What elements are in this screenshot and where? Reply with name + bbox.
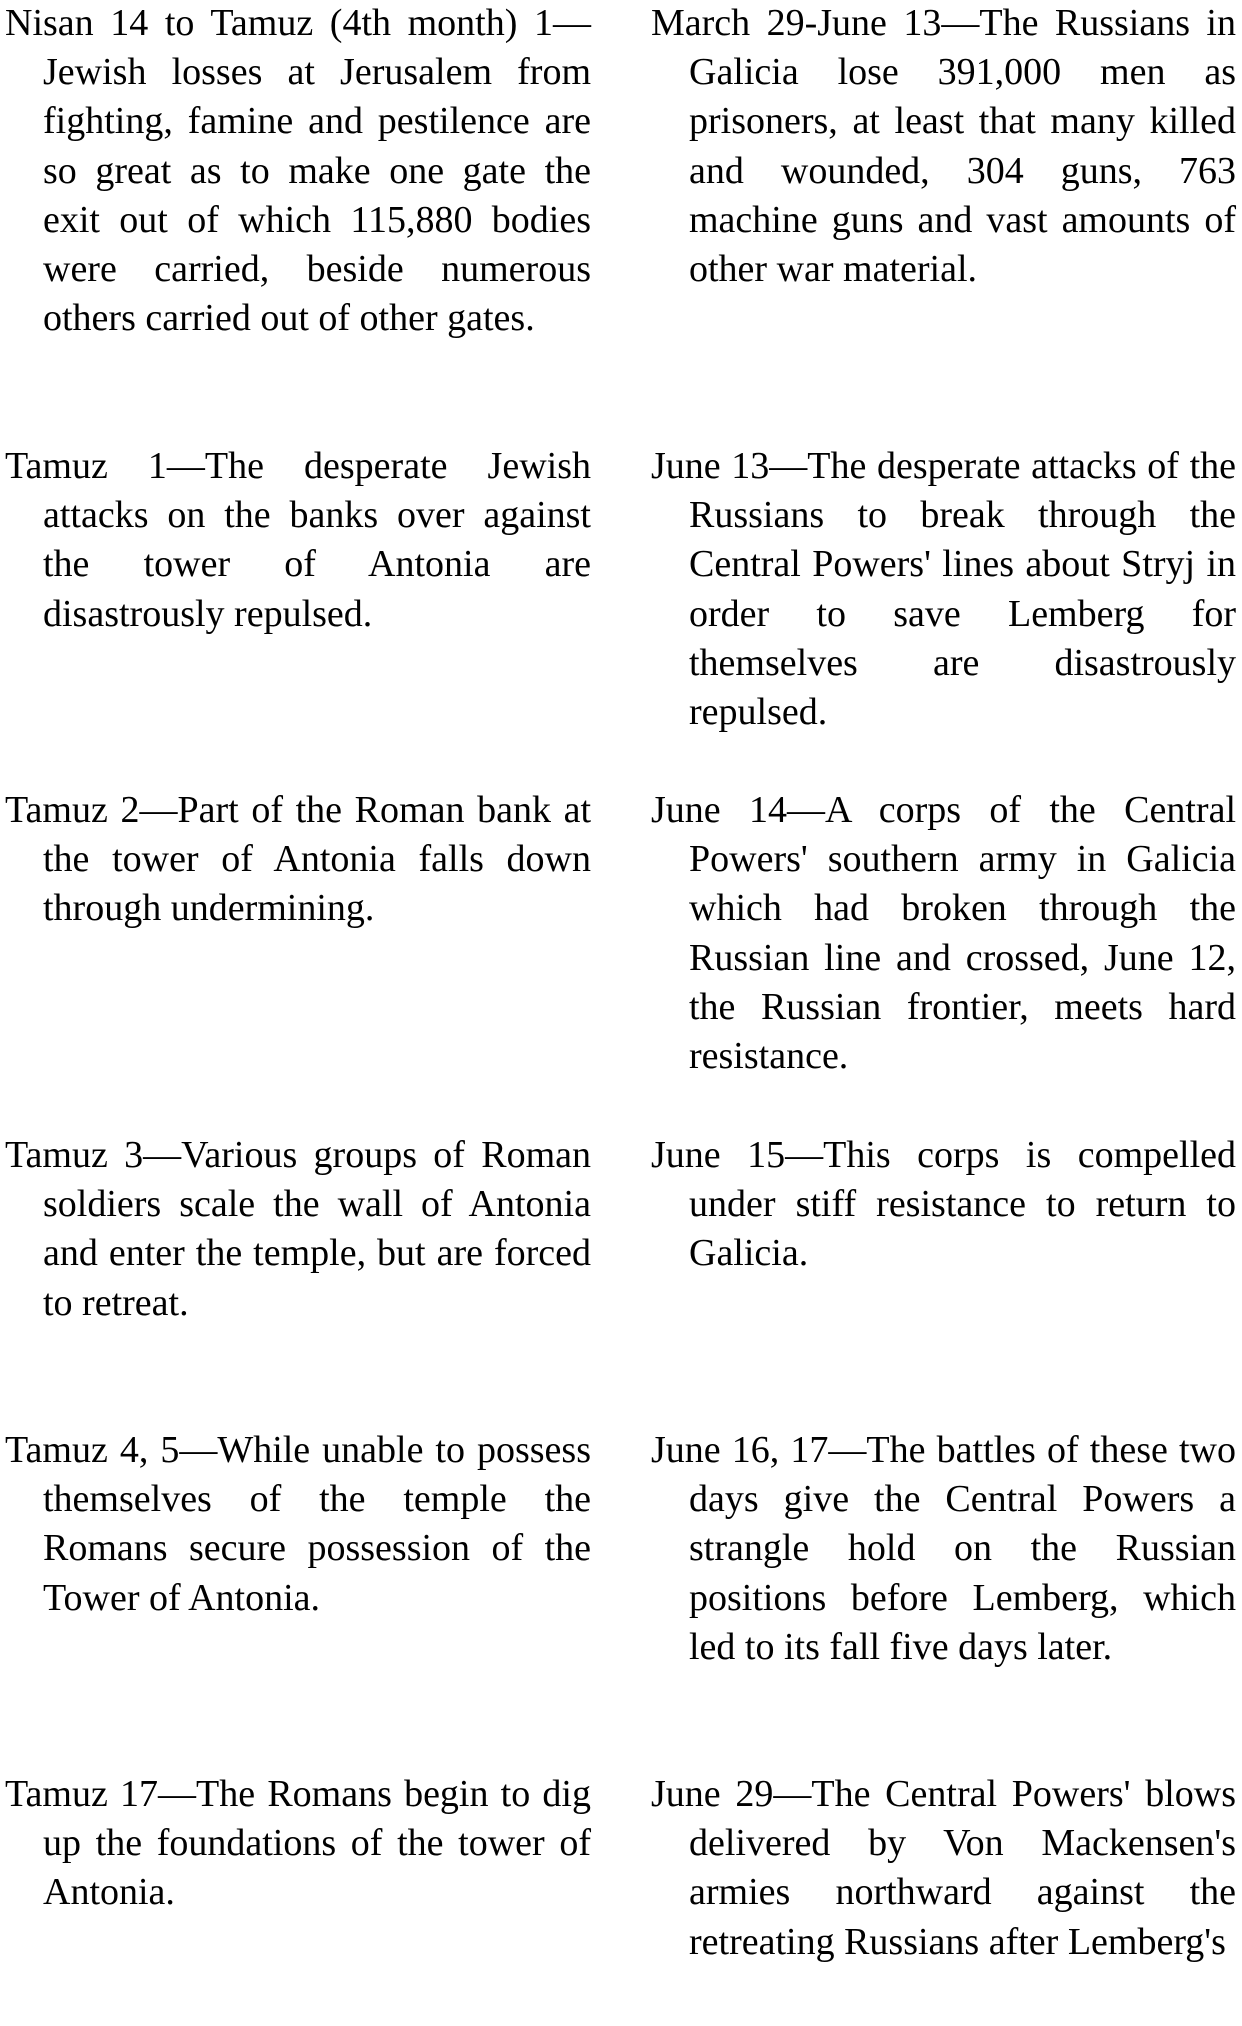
chronology-entry: March 29-June 13—The Russians in Galicia lose 391,000 men as prisoners, at least that many killed and wounded, 304 guns, 763 machine guns and vast amounts of other war material. xyxy=(651,2,1236,291)
chronology-entry: Tamuz 1—The desperate Jewish attacks on the banks over against the tower of Antonia are disastrously repulsed. xyxy=(5,445,591,635)
chronology-entry: June 15—This corps is compelled under stiff resistance to return to Galicia. xyxy=(651,1134,1236,1275)
chronology-entry: Tamuz 17—The Romans begin to dig up the foundations of the tower of Antonia. xyxy=(5,1773,591,1914)
chronology-entry: Nisan 14 to Tamuz (4th month) 1—Jewish losses at Jerusalem from fighting, famine and pestilence are so great as to make one gate the exit out of which 115,880 bodies were carried, beside numerous others carried out of other gates. xyxy=(5,2,591,340)
chronology-entry: June 29—The Central Powers' blows delivered by Von Mackensen's armies northward against the retreating Russians after Lemberg's xyxy=(651,1773,1236,1963)
chronology-entry: June 13—The desperate attacks of the Russians to break through the Central Powers' lines about Stryj in order to save Lemberg for themselves are disastrously repulsed. xyxy=(651,445,1236,734)
chronology-entry: Tamuz 4, 5—While unable to possess themselves of the temple the Romans secure possession of the Tower of Antonia. xyxy=(5,1429,591,1619)
chronology-entry: Tamuz 2—Part of the Roman bank at the tower of Antonia falls down through undermining. xyxy=(5,789,591,930)
chronology-entry: Tamuz 3—Various groups of Roman soldiers scale the wall of Antonia and enter the temple, but are forced to retreat. xyxy=(5,1134,591,1324)
chronology-entry: June 16, 17—The battles of these two days give the Central Powers a strangle hold on the Russian positions before Lemberg, which led to its fall five days later. xyxy=(651,1429,1236,1668)
chronology-entry: June 14—A corps of the Central Powers' southern army in Galicia which had broken through the Russian line and crossed, June 12, the Russian frontier, meets hard resistance. xyxy=(651,789,1236,1078)
